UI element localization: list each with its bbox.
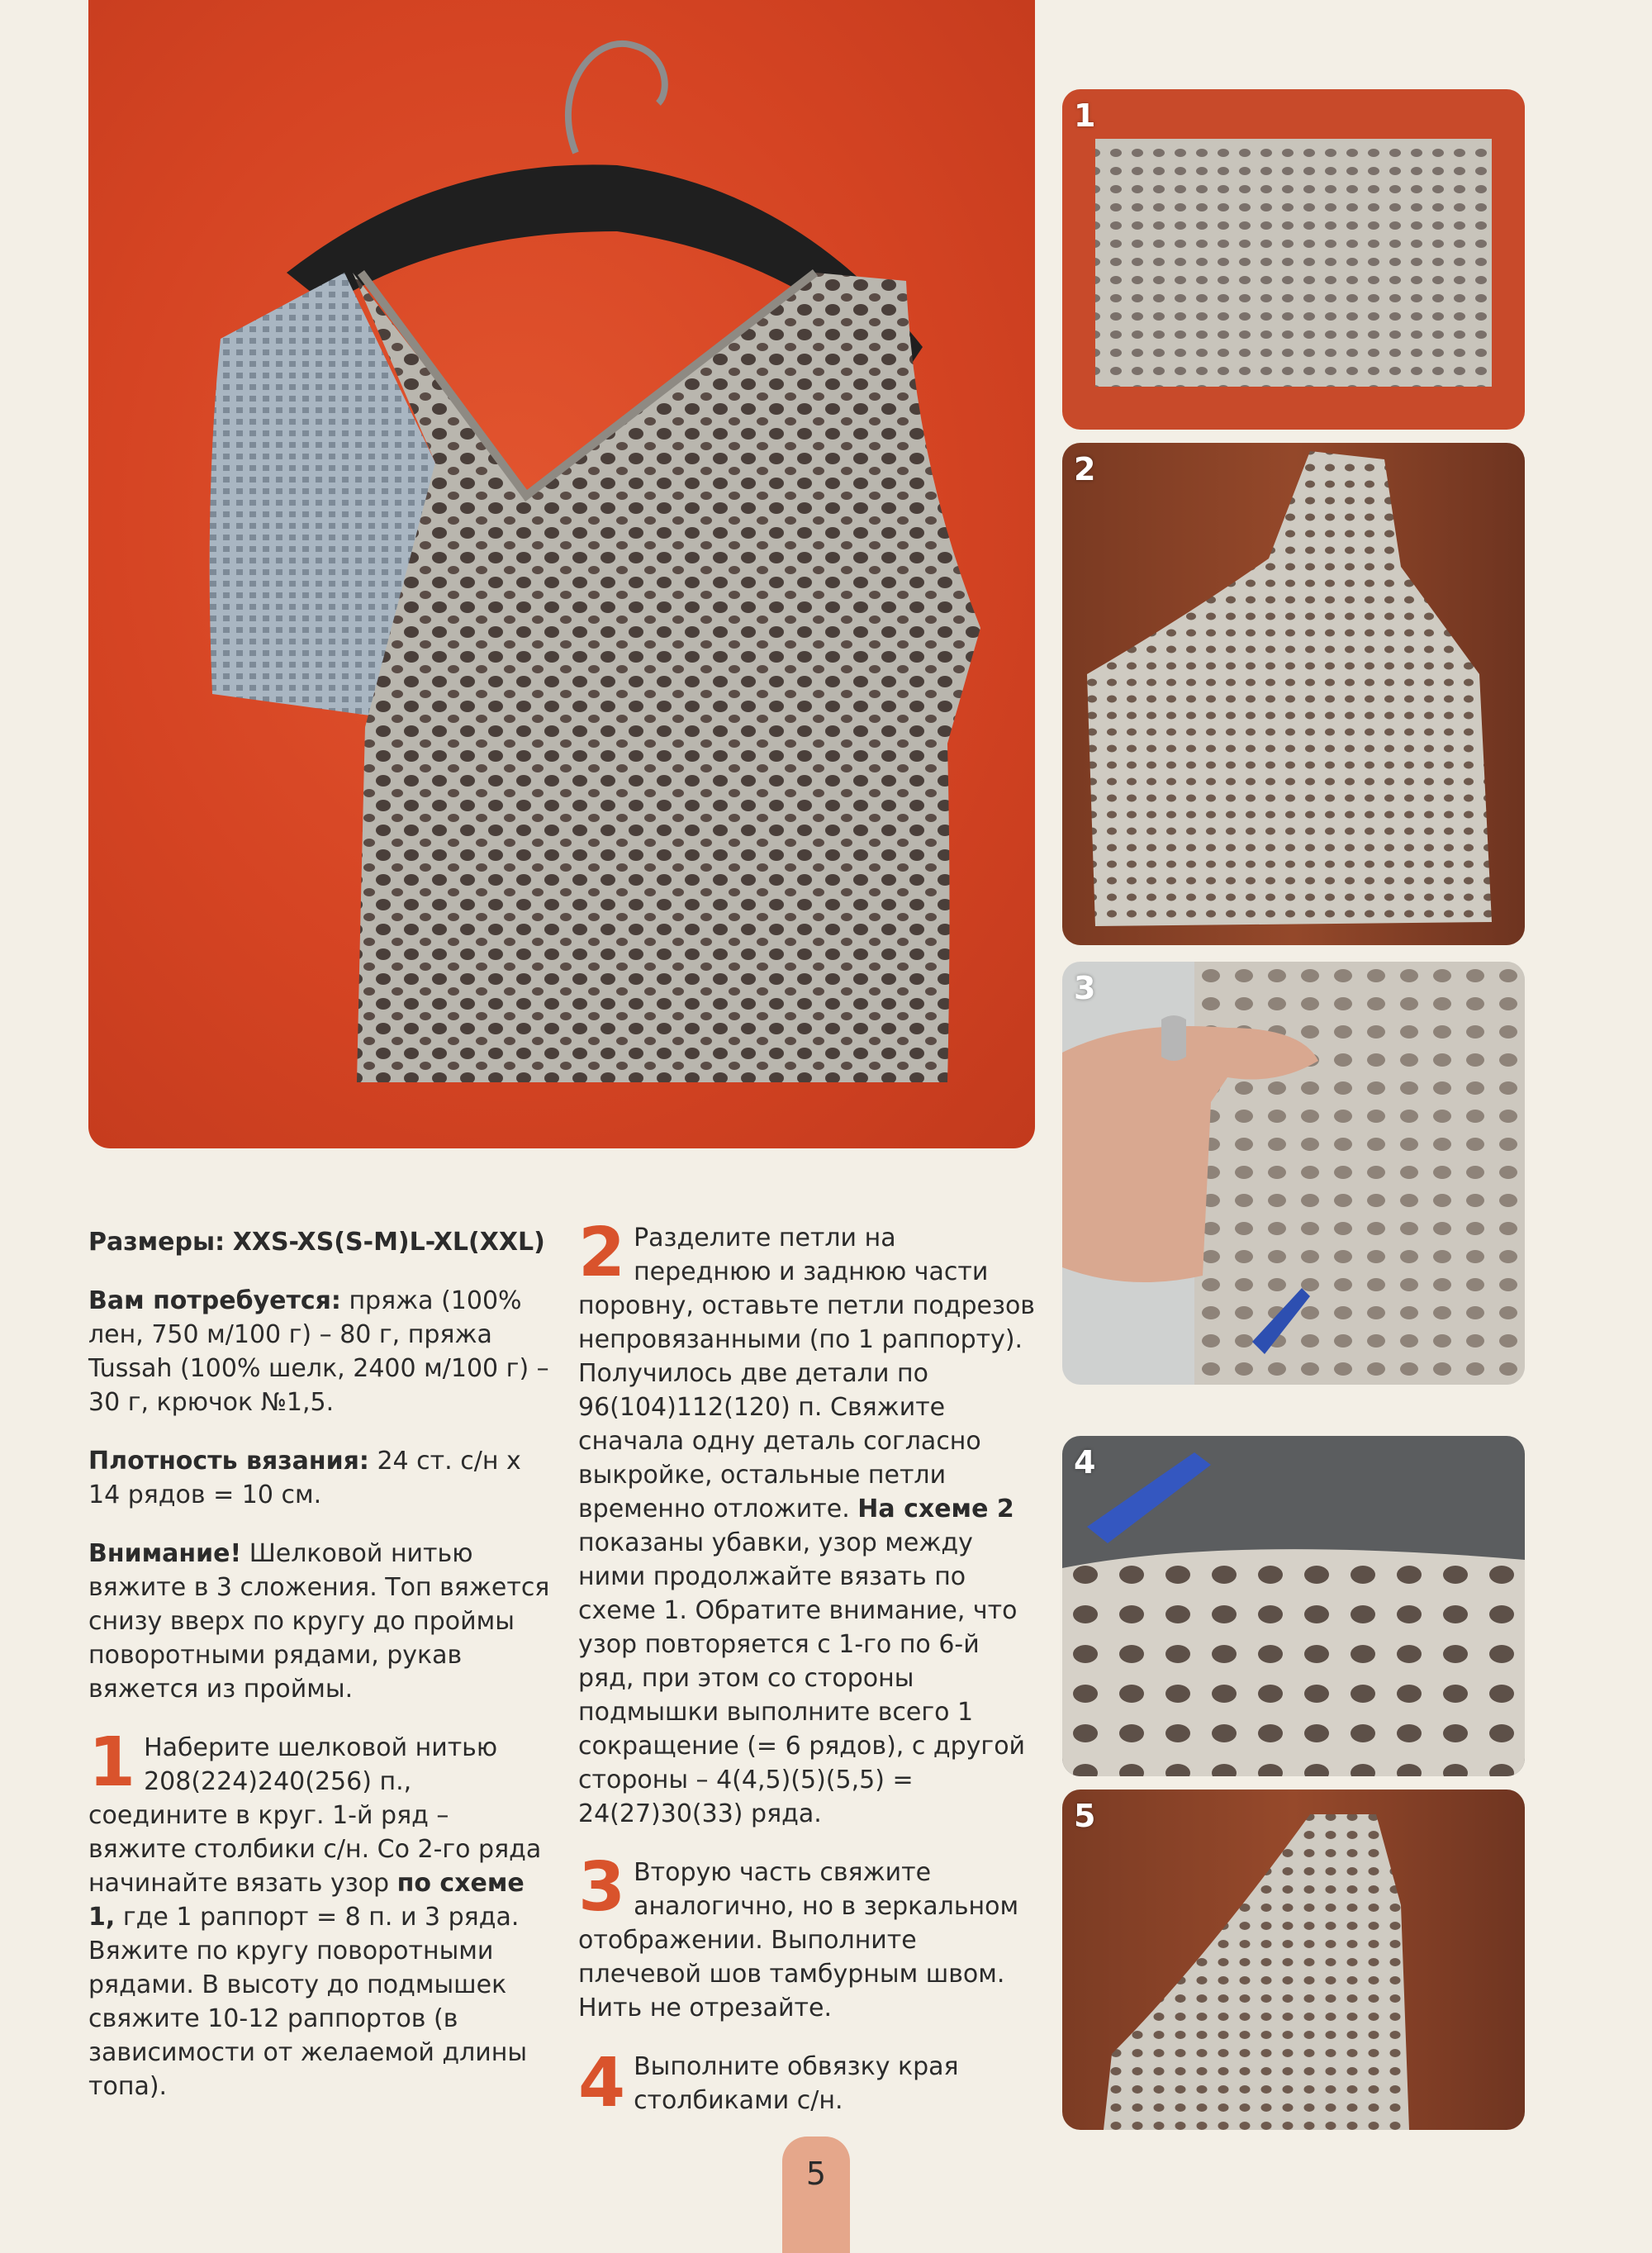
step-2-text-a: Разделите петли на переднюю и заднюю части поровну, оставьте петли подрезов непровязанными (по 1 раппорту). Получилось две детали по 96(104)112(120) п. Свяжите сначала одну деталь согласно выкройке, остальные петли временно отложите. — [578, 1224, 1035, 1523]
step-3-number: 3 — [578, 1856, 626, 1927]
step-2-block — [578, 1221, 1041, 1831]
gauge-label: Плотность вязания: — [88, 1447, 369, 1476]
step-2-number: 2 — [578, 1221, 626, 1292]
step-photo-label: 2 — [1074, 451, 1096, 487]
step-2-bold: На схеме 2 — [857, 1495, 1014, 1523]
attention-label: Внимание! — [88, 1539, 242, 1568]
step-photo-label: 5 — [1074, 1798, 1096, 1834]
step-4-number: 4 — [578, 2050, 626, 2118]
step-photo-1 — [1062, 89, 1525, 430]
materials-label: Вам потребуется: — [88, 1286, 341, 1315]
step-photo-4 — [1062, 1436, 1525, 1776]
gauge-value: 24 ст. с/н x 14 рядов = 10 см. — [88, 1447, 521, 1509]
step-1-bold: по схеме 1, — [88, 1869, 525, 1932]
step-2-text-b: показаны убавки, узор между ними продолжайте вязать по схеме 1. Обратите внимание, что узор повторяется с 1-го по 6-й ряд, при этом со стороны подмышки выполните всего 1 сокращение (= 6 рядов), с другой стороны – 4(4,5)(5)(5,5) = 24(27)30(33) ряда. — [578, 1528, 1026, 1828]
attention-paragraph — [88, 1537, 551, 1706]
step-4-block — [578, 2050, 1041, 2118]
step-photo-5 — [1062, 1790, 1525, 2130]
page-number: 5 — [782, 2137, 850, 2253]
step-1-text-b: где 1 раппорт = 8 п. и 3 ряда. Вяжите по кругу поворотными рядами. В высоту до подмышек свяжите 10-12 раппортов (в зависимости от желаемой длины топа). — [88, 1903, 528, 2101]
right-text-column — [578, 1221, 1041, 2142]
step-photo-label: 4 — [1074, 1444, 1096, 1481]
step-photo-label: 1 — [1074, 97, 1096, 134]
sizes-paragraph — [88, 1225, 551, 1259]
gauge-paragraph — [88, 1444, 551, 1512]
step-photo-3 — [1062, 962, 1525, 1385]
sizes-value: XXS-XS(S-M)L-XL(XXL) — [232, 1228, 545, 1257]
left-text-column — [88, 1225, 551, 2128]
main-photo-crochet-top — [88, 0, 1035, 1148]
step-4-text: Выполните обвязку края столбиками с/н. — [634, 2052, 959, 2115]
step-photo-2 — [1062, 443, 1525, 945]
step-1-block — [88, 1731, 551, 2103]
materials-paragraph — [88, 1284, 551, 1419]
materials-value: пряжа (100% лен, 750 м/100 г) – 80 г, пряжа Tussah (100% шелк, 2400 м/100 г) – 30 г, крючок №1,5. — [88, 1286, 549, 1417]
step-3-text: Вторую часть свяжите аналогично, но в зеркальном отображении. Выполните плечевой шов тамбурным швом. Нить не отрезайте. — [578, 1858, 1019, 2022]
attention-value: Шелковой нитью вяжите в 3 сложения. Топ вяжется снизу вверх по кругу до проймы поворотными рядами, рукав вяжется из проймы. — [88, 1539, 550, 1704]
step-photo-label: 3 — [1074, 970, 1096, 1006]
step-3-block — [578, 1856, 1041, 2025]
sizes-label: Размеры: — [88, 1228, 225, 1257]
step-1-number: 1 — [88, 1731, 136, 1802]
step-1-text-a: Наберите шелковой нитью 208(224)240(256) п., соедините в круг. 1-й ряд – вяжите столбики с/н. Со 2-го ряда начинайте вязать узор — [88, 1733, 542, 1898]
